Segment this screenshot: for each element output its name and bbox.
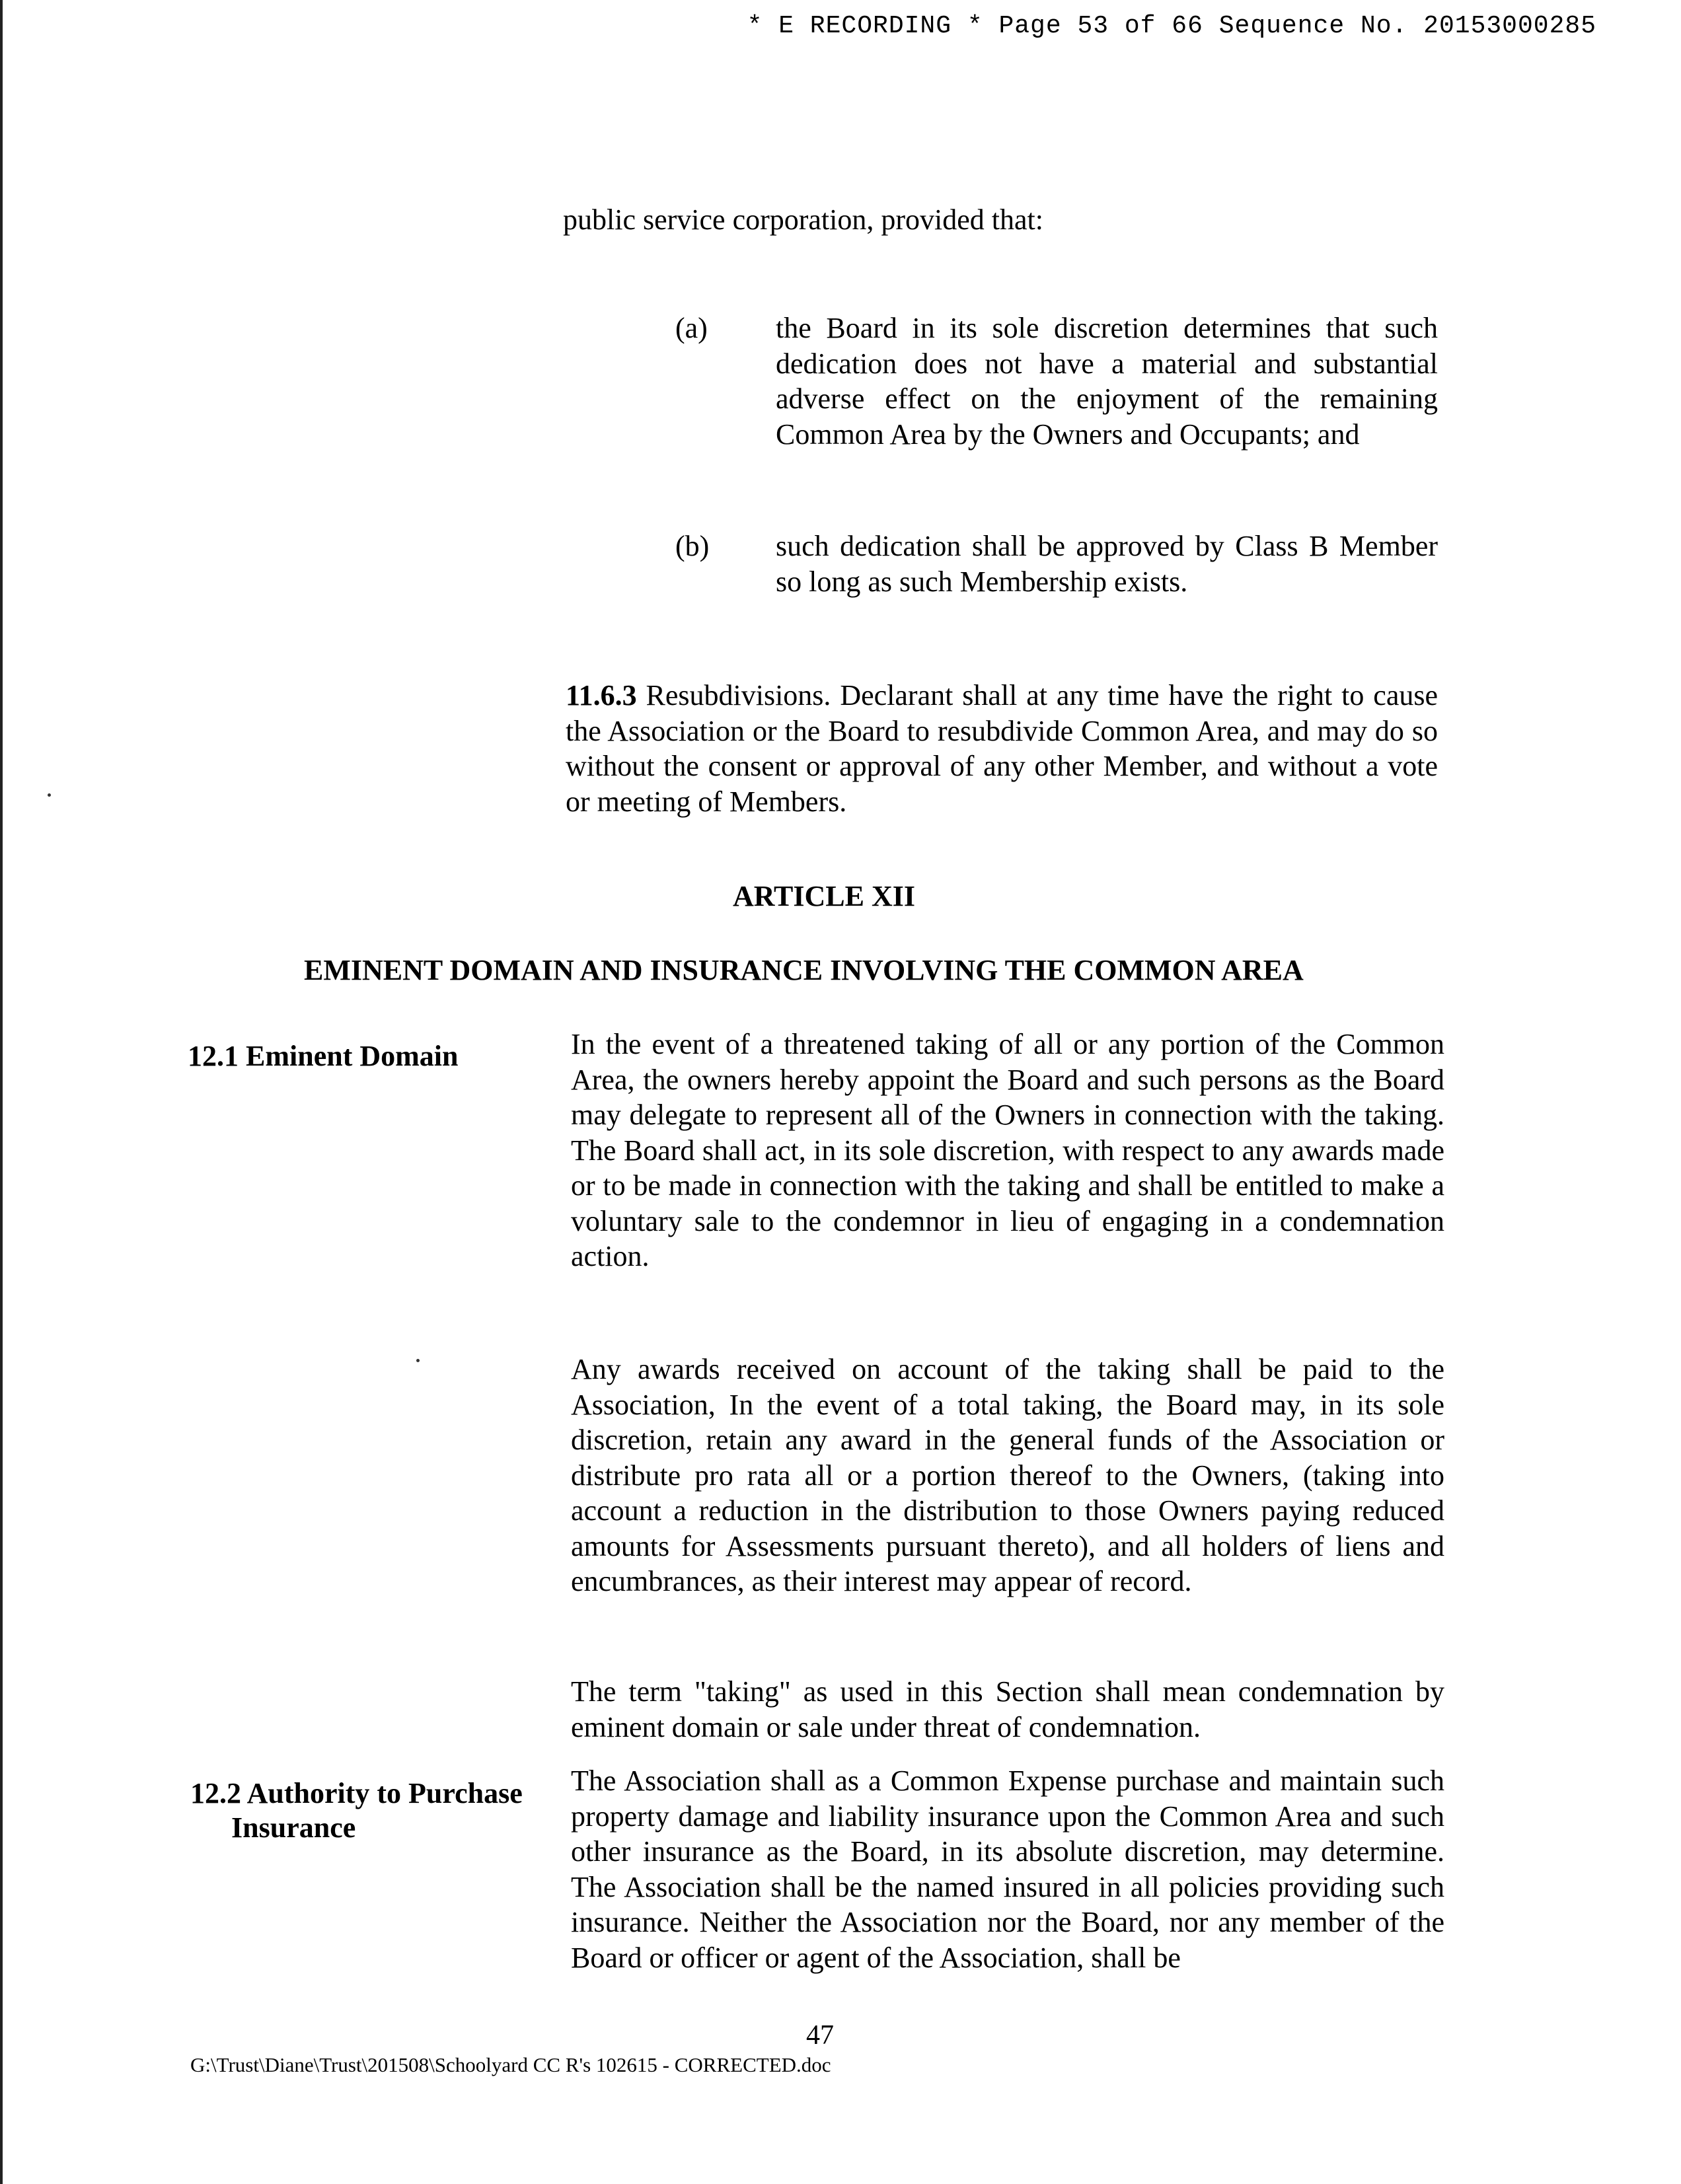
item-text: such dedication shall be approved by Class B Member so long as such Membership exists. bbox=[776, 530, 1438, 598]
item-text: the Board in its sole discretion determines that such dedication does not have a material and substantial adverse effect on the enjoyment of the remaining Common Area by the Owners and Occupants; and bbox=[776, 312, 1438, 451]
item-marker: (a) bbox=[675, 312, 708, 344]
scan-left-edge bbox=[0, 0, 3, 2184]
continuation-text: public service corporation, provided that: bbox=[563, 203, 1043, 236]
section-paragraph: Any awards received on account of the taking shall be paid to the Association, In the event of a total taking, the Board may, in its sole discretion, retain any award in the general funds of the Association or distribute pro rata all or a portion thereof to the Owners, (taking into account a reduction in the distribution to those Owners paying reduced amounts for Assessments pursuant thereto), and all holders of liens and encumbrances, as their interest may appear of record. bbox=[571, 1353, 1444, 1597]
section-paragraph: The term "taking" as used in this Section shall mean condemnation by eminent domain or sale under threat of condemnation. bbox=[571, 1675, 1444, 1743]
article-label: ARTICLE XII bbox=[733, 880, 915, 912]
file-path: G:\Trust\Diane\Trust\201508\Schoolyard CC R's 102615 - CORRECTED.doc bbox=[190, 2053, 831, 2076]
section-heading-line1: 12.2 Authority to Purchase bbox=[190, 1777, 523, 1809]
article-title: EMINENT DOMAIN AND INSURANCE INVOLVING THE COMMON AREA bbox=[304, 954, 1304, 986]
section-paragraph: The Association shall as a Common Expense purchase and maintain such property damage and liability insurance upon the Common Area and such other insurance as the Board, in its absolute discretion, may determine. The Association shall be the named insured in all policies providing such insurance. Neither the Association nor the Board, nor any member of the Board or officer or agent of the Association, shall be bbox=[571, 1765, 1444, 1974]
section-11-6-3 bbox=[566, 678, 1438, 819]
scan-speck bbox=[48, 793, 51, 797]
section-heading: 12.1 Eminent Domain bbox=[188, 1040, 459, 1072]
page-number: 47 bbox=[806, 2020, 834, 2051]
section-number: 11.6.3 bbox=[566, 679, 637, 711]
scan-speck bbox=[416, 1359, 420, 1362]
section-text: Resubdivisions. Declarant shall at any time have the right to cause the Association or the Board to resubdivide Common Area, and may do so without the consent or approval of any other Member, and without a vote or meeting of Members. bbox=[566, 679, 1438, 818]
recording-header: * E RECORDING * Page 53 of 66 Sequence No. 20153000285 bbox=[747, 12, 1596, 40]
item-marker: (b) bbox=[675, 530, 710, 562]
section-paragraph: In the event of a threatened taking of all or any portion of the Common Area, the owners hereby appoint the Board and such persons as the Board may delegate to represent all of the Owners in connection with the taking. The Board shall act, in its sole discretion, with respect to any awards made or to be made in connection with the taking and shall be entitled to make a voluntary sale to the condemnor in lieu of engaging in a condemnation action. bbox=[571, 1028, 1444, 1272]
section-heading-line2: Insurance bbox=[231, 1811, 356, 1844]
